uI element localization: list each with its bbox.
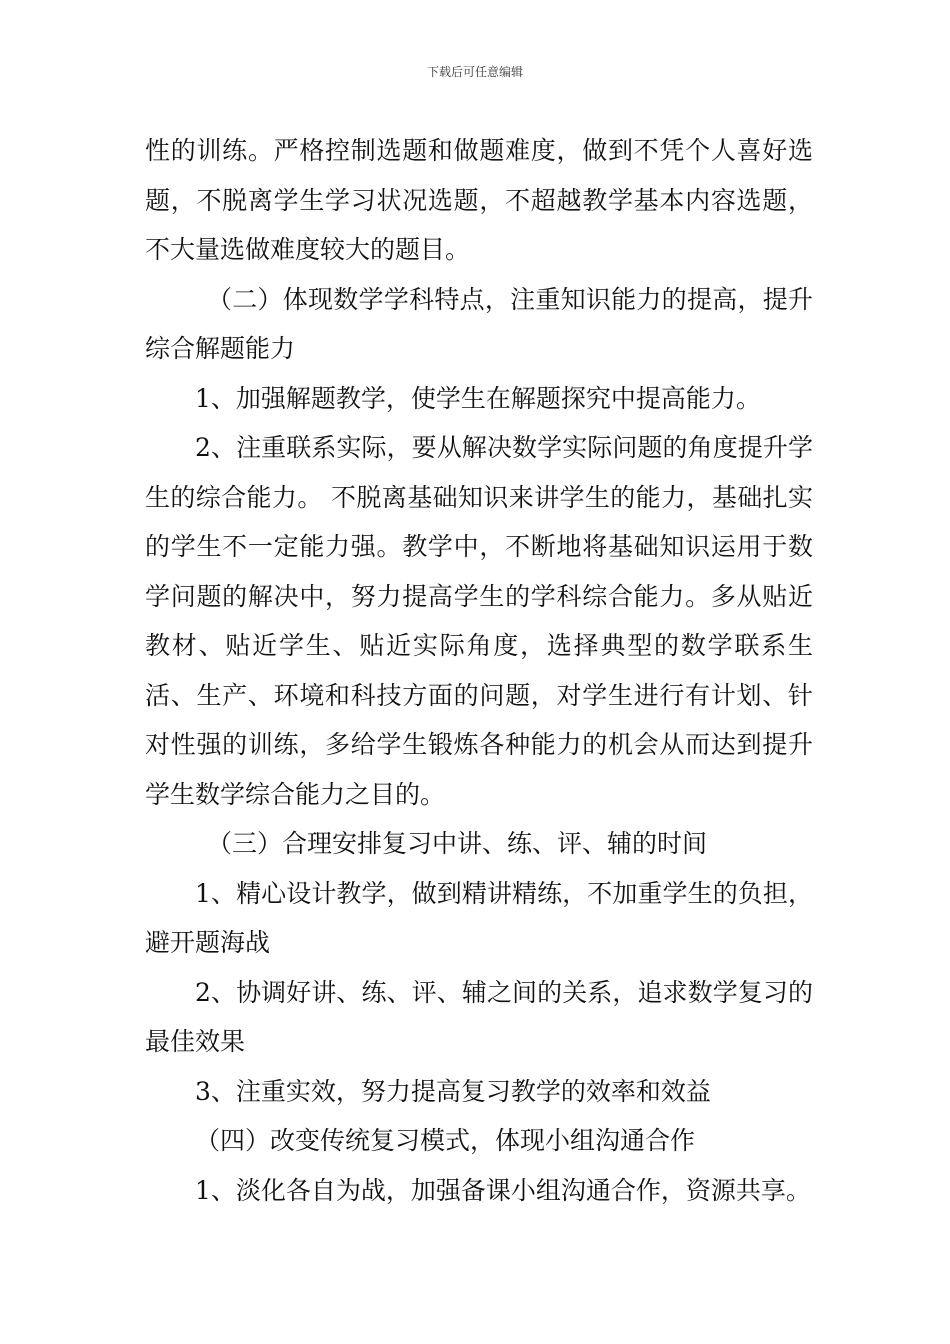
list-item-3-3: 3、注重实效，努力提高复习教学的效率和效益: [195, 1076, 711, 1106]
list-item-3-1: 1、精心设计教学，做到精讲精练，不加重学生的负担，避开题海战: [145, 878, 813, 957]
document-body: [145, 126, 813, 1215]
page-header: 下载后可任意编辑: [426, 65, 523, 79]
list-item-2-2: 2、注重联系实际，要从解决数学实际问题的角度提升学生的综合能力。 不脱离基础知识来讲学生的能力，基础扎实的学生不一定能力强。教学中，不断地将基础知识运用于数学问题的解决中，努力提高学生的学科综合能力。多从贴近教材、贴近学生、贴近实际角度，选择典型的数学联系生活、生产、环境和科技方面的问题，对学生进行有计划、针对性强的训练，多给学生锻炼各种能力的机会从而达到提升学生数学综合能力之目的。: [145, 433, 813, 809]
list-item-4-1: 1、淡化各自为战，加强备课小组沟通合作，资源共享。: [195, 1175, 811, 1205]
list-item-2-1: 1、加强解题教学，使学生在解题探究中提高能力。: [195, 383, 761, 413]
section-heading-2: （二）体现数学学科特点，注重知识能力的提高，提升综合解题能力: [145, 284, 813, 363]
paragraph-1: 性的训练。严格控制选题和做题难度，做到不凭个人喜好选题，不脱离学生学习状况选题，不超越教学基本内容选题，不大量选做难度较大的题目。: [145, 136, 813, 264]
section-heading-4: （四）改变传统复习模式，体现小组沟通合作: [195, 1126, 696, 1155]
section-heading-3: （三）合理安排复习中讲、练、评、辅的时间: [207, 829, 708, 858]
list-item-3-2: 2、协调好讲、练、评、辅之间的关系，追求数学复习的最佳效果: [145, 977, 813, 1056]
